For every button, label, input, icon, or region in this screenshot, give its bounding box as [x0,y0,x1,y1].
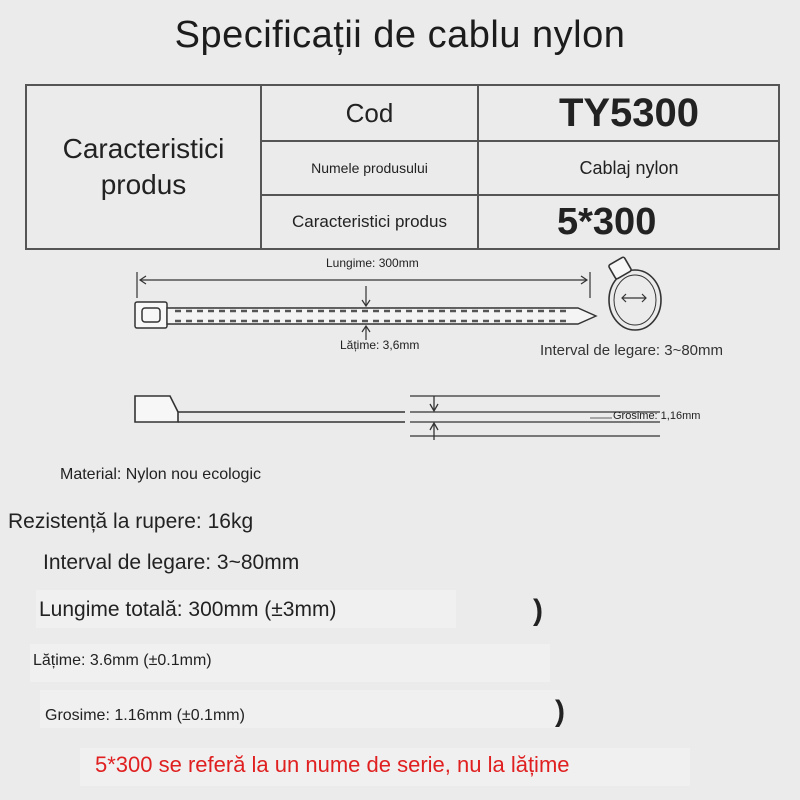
row-value-product-name: Cablaj nylon [579,157,679,178]
loop-icon [608,257,661,330]
paren-mark: ) [555,695,565,728]
page-title: Specificații de cablu nylon [174,14,626,56]
length-label: Lungime: 300mm [326,256,419,270]
spec-width: Lățime: 3.6mm (±0.1mm) [33,652,212,669]
cable-tie-head [135,302,167,328]
spec-breaking-strength: Rezistență la rupere: 16kg [8,510,254,533]
spec-binding-range: Interval de legare: 3~80mm [43,551,300,574]
row-value-features: 5*300 [557,200,657,243]
row-key-product-name: Numele produsului [311,160,428,176]
width-label: Lățime: 3,6mm [340,338,420,352]
row-key-features: Caracteristici produs [292,212,447,231]
spec-table [25,84,780,250]
spec-material: Material: Nylon nou ecologic [60,466,261,483]
side-view-tie [135,396,405,422]
cable-tie-diagram [0,250,800,460]
row-value-code: TY5300 [558,90,700,135]
spec-total-length: Lungime totală: 300mm (±3mm) [39,598,337,621]
length-dimension [137,272,590,298]
cable-tie-strap [167,308,596,324]
spec-thickness: Grosime: 1.16mm (±0.1mm) [45,707,245,724]
paren-mark: ) [533,594,543,627]
table-header: Caracteristici produs [62,133,225,200]
binding-range-label: Interval de legare: 3~80mm [540,342,724,359]
thickness-label: Grosime: 1,16mm [613,410,701,422]
series-note: 5*300 se referă la un nume de serie, nu la lățime [95,752,570,777]
row-key-code: Cod [345,97,394,128]
